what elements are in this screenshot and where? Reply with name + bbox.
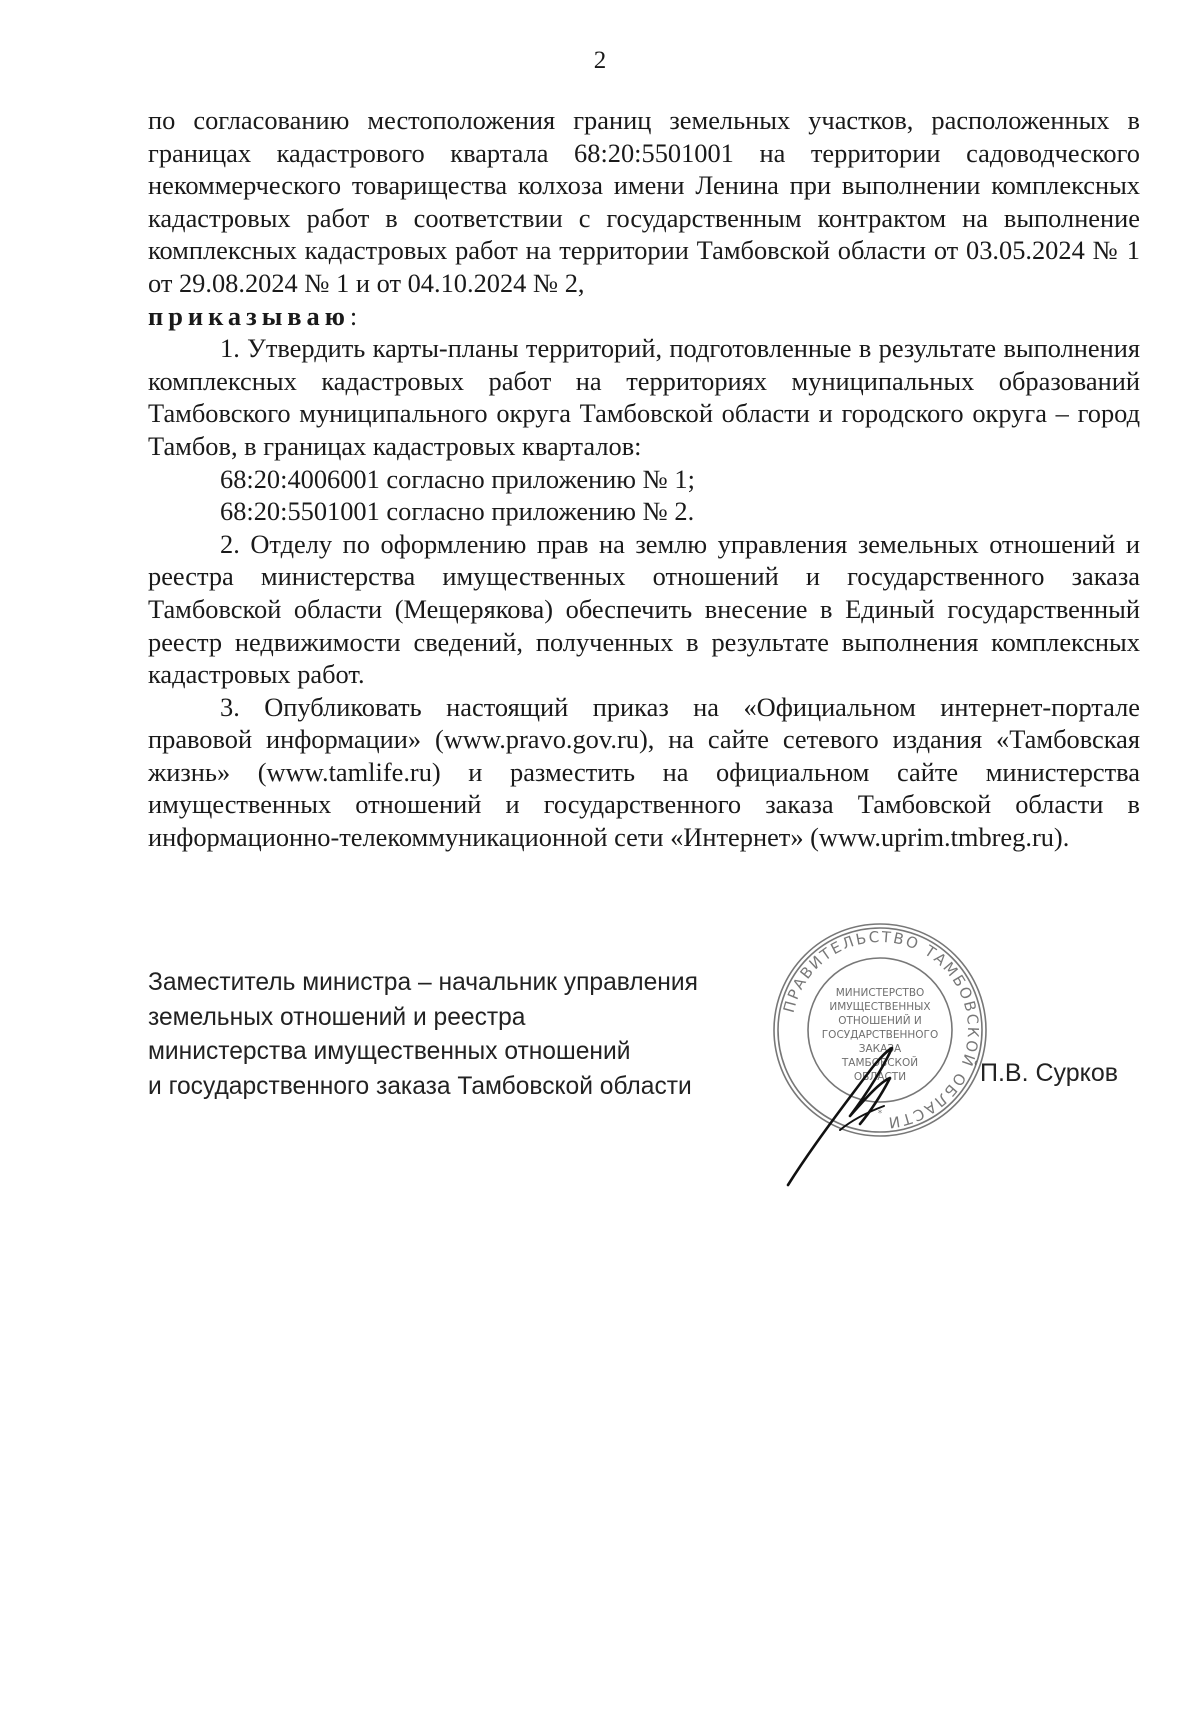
svg-text:ИМУЩЕСТВЕННЫХ: ИМУЩЕСТВЕННЫХ [829, 1001, 931, 1013]
handwritten-signature [780, 1020, 910, 1190]
svg-text:ПРАВИТЕЛЬСТВО ТАМБОВСКОЙ ОБЛАС: ПРАВИТЕЛЬСТВО ТАМБОВСКОЙ ОБЛАСТИ [779, 927, 983, 1132]
svg-text:ОТНОШЕНИЙ И: ОТНОШЕНИЙ И [838, 1015, 922, 1027]
svg-text:МИНИСТЕРСТВО: МИНИСТЕРСТВО [835, 987, 925, 999]
order-colon: : [349, 300, 358, 331]
page-number: 2 [593, 47, 607, 74]
svg-text:ГОСУДАРСТВЕННОГО: ГОСУДАРСТВЕННОГО [821, 1029, 939, 1041]
item-1b-line: 68:20:5501001 согласно приложению № 2. [220, 496, 695, 527]
intro-text: по согласованию местоположения границ земельных участков, расположенных в границах кадастрового квартала 68:20:5501001 на территории садоводческого некоммерческого товарищества колхоза имени Ленина при выполнении комплексных кадастровых работ в соответствии с государственным контрактом на выполнение комплексных кадастровых работ на территории Тамбовской области от 03.05.2024 № 1 от 29.08.2024 № 1 и от 04.10.2024 № 2, [148, 105, 1140, 298]
signatory-name: П.В. Сурков [980, 1059, 1119, 1087]
svg-text:ОБЛАСТИ: ОБЛАСТИ [853, 1071, 907, 1083]
signatory-title-line-4: и государственного заказа Тамбовской области [148, 1072, 692, 1100]
svg-text:*: * [877, 1109, 883, 1119]
signatory-title [148, 966, 698, 1104]
intro-paragraph [148, 104, 1140, 332]
item-3-paragraph: 3. Опубликовать настоящий приказ на «Официальном интернет-портале правовой информации» (www.pravo.gov.ru), на сайте сетевого издания «Тамбовская жизнь» (www.tamlife.ru) и разместить на официальном сайте министерства имущественных отношений и государственного заказа Тамбовской области в информационно-телекоммуникационной сети «Интернет» (www.uprim.tmbreg.ru). [148, 691, 1140, 853]
signatory-title-line-3: министерства имущественных отношений [148, 1038, 631, 1065]
svg-text:ЗАКАЗА: ЗАКАЗА [858, 1043, 902, 1055]
item-1a-line: 68:20:4006001 согласно приложению № 1; [220, 463, 695, 494]
order-keyword: приказываю [148, 300, 350, 331]
item-2-paragraph: 2. Отделу по оформлению прав на землю управления земельных отношений и реестра министерства имущественных отношений и государственного заказа Тамбовской области (Мещерякова) обеспечить внесение в Единый государственный реестр недвижимости сведений, полученных в результате выполнения комплексных кадастровых работ. [148, 528, 1140, 690]
document-body [148, 104, 1140, 854]
signatory-title-line-1: Заместитель министра – начальник управления [148, 969, 698, 996]
item-1-paragraph: 1. Утвердить карты-планы территорий, подготовленные в результате выполнения комплексных кадастровых работ на территориях муниципальных образований Тамбовского муниципального округа Тамбовской области и городского округа – город Тамбов, в границах кадастровых кварталов: [148, 333, 1140, 461]
signatory-title-line-2: земельных отношений и реестра [148, 1003, 526, 1031]
svg-text:ТАМБОВСКОЙ: ТАМБОВСКОЙ [841, 1057, 919, 1069]
